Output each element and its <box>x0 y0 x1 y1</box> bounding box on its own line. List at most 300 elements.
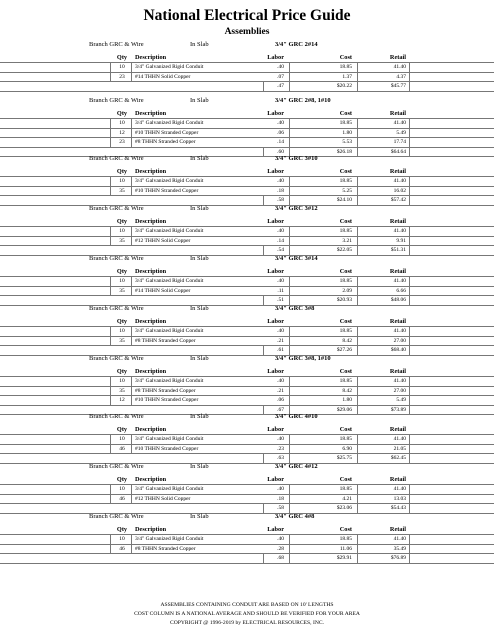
total-labor: .58 <box>277 505 284 511</box>
item-table <box>0 434 494 454</box>
item-table <box>0 118 494 148</box>
item-cost: 18.85 <box>339 228 352 234</box>
table-row <box>0 445 494 455</box>
column-retail: Retail <box>389 54 406 61</box>
column-qty: Qty <box>116 110 128 117</box>
item-labor: .28 <box>277 545 284 552</box>
item-labor: .07 <box>277 73 284 80</box>
page-title: National Electrical Price Guide <box>143 7 351 24</box>
page-subtitle: Assemblies <box>224 27 270 37</box>
item-qty: 10 <box>119 278 125 284</box>
total-cost: $20.93 <box>336 297 352 303</box>
column-labor: Labor <box>267 526 284 533</box>
grid-line <box>357 119 358 148</box>
grid-line <box>110 63 111 82</box>
column-cost: Cost <box>339 168 352 175</box>
total-retail: $54.43 <box>390 505 406 511</box>
table-row <box>0 337 494 347</box>
total-labor: .47 <box>277 83 284 89</box>
assembly-section <box>0 154 494 206</box>
column-header-row <box>0 365 494 376</box>
section-category: Branch GRC & Wire <box>89 255 144 262</box>
assembly-section <box>0 304 494 356</box>
total-cost: $29.06 <box>336 406 352 413</box>
column-labor: Labor <box>267 368 284 375</box>
grid-line <box>409 63 410 82</box>
item-table <box>0 534 494 554</box>
total-cost: $26.18 <box>336 148 352 155</box>
grid-line <box>289 535 290 554</box>
table-row <box>0 327 494 337</box>
grid-line <box>409 535 410 554</box>
column-cost: Cost <box>339 476 352 483</box>
total-retail: $51.31 <box>390 247 406 253</box>
table-row <box>0 396 494 406</box>
column-retail: Retail <box>389 476 406 483</box>
item-qty: 23 <box>119 73 125 80</box>
item-qty: 23 <box>119 139 125 145</box>
section-header <box>0 40 494 51</box>
total-retail: $48.06 <box>390 297 406 303</box>
grid-line <box>289 435 290 454</box>
grid-line <box>131 63 132 82</box>
total-cost: $29.91 <box>336 555 352 561</box>
table-row <box>0 435 494 445</box>
column-cost: Cost <box>339 54 352 61</box>
section-location: In Slab <box>190 413 209 420</box>
column-labor: Labor <box>267 54 284 61</box>
item-qty: 12 <box>119 129 125 136</box>
grid-line <box>289 327 290 346</box>
grid-line <box>409 554 410 564</box>
grid-line <box>110 277 111 296</box>
section-size: 3/4" GRC 3#8 <box>275 305 315 312</box>
item-labor: .40 <box>277 536 284 542</box>
section-category: Branch GRC & Wire <box>89 155 144 162</box>
item-cost: 18.85 <box>339 64 352 70</box>
column-cost: Cost <box>339 526 352 533</box>
total-labor: .63 <box>277 455 284 461</box>
column-labor: Labor <box>267 110 284 117</box>
grid-line <box>110 377 111 406</box>
grid-line <box>110 227 111 246</box>
item-table <box>0 484 494 504</box>
item-retail: 41.40 <box>393 120 406 126</box>
grid-line <box>289 554 290 564</box>
assembly-section <box>0 354 494 415</box>
assembly-section <box>0 462 494 514</box>
table-row <box>0 287 494 297</box>
total-retail: $64.64 <box>390 148 406 155</box>
item-qty: 10 <box>119 178 125 184</box>
column-description: Description <box>135 268 167 275</box>
item-qty: 35 <box>119 337 125 344</box>
item-retail: 41.40 <box>393 536 406 542</box>
grid-line <box>131 177 132 196</box>
item-labor: .11 <box>277 287 284 294</box>
item-description: #14 THHN Solid Copper <box>135 287 191 294</box>
section-header <box>0 462 494 473</box>
grid-line <box>263 554 264 564</box>
total-labor: .58 <box>277 197 284 203</box>
column-retail: Retail <box>389 526 406 533</box>
grid-line <box>357 554 358 564</box>
item-retail: 5.49 <box>396 397 406 403</box>
column-cost: Cost <box>339 268 352 275</box>
item-table <box>0 226 494 246</box>
section-location: In Slab <box>190 205 209 212</box>
assembly-section <box>0 204 494 256</box>
grid-line <box>357 227 358 246</box>
column-header-row <box>0 215 494 226</box>
item-cost: 6.90 <box>342 445 352 452</box>
item-qty: 10 <box>119 64 125 70</box>
column-description: Description <box>135 54 167 61</box>
grid-line <box>357 82 358 92</box>
item-cost: 1.37 <box>342 73 352 80</box>
item-retail: 41.40 <box>393 278 406 284</box>
grid-line <box>131 277 132 296</box>
table-row <box>0 119 494 129</box>
item-labor: .40 <box>277 178 284 184</box>
table-row <box>0 277 494 287</box>
item-cost: 1.80 <box>342 129 352 136</box>
column-retail: Retail <box>389 268 406 275</box>
item-cost: 8.42 <box>342 337 352 344</box>
section-header <box>0 254 494 265</box>
table-row <box>0 73 494 83</box>
column-retail: Retail <box>389 426 406 433</box>
grid-line <box>131 535 132 554</box>
column-header-row <box>0 51 494 62</box>
section-header <box>0 96 494 107</box>
section-header <box>0 304 494 315</box>
section-category: Branch GRC & Wire <box>89 41 144 48</box>
grid-line <box>289 277 290 296</box>
assembly-section <box>0 412 494 464</box>
grid-line <box>131 327 132 346</box>
grid-line <box>110 485 111 504</box>
total-box <box>0 82 494 92</box>
item-cost: 18.85 <box>339 178 352 184</box>
item-description: 3/4" Galvanized Rigid Conduit <box>135 486 204 492</box>
section-header <box>0 412 494 423</box>
item-cost: 5.53 <box>342 139 352 145</box>
column-qty: Qty <box>116 168 128 175</box>
footer-copyright: COPYRIGHT @ 1996-2019 by ELECTRICAL RESOURCES, INC. <box>169 620 324 626</box>
item-cost: 18.85 <box>339 436 352 442</box>
item-description: #12 THHN Solid Copper <box>135 495 191 502</box>
column-cost: Cost <box>339 218 352 225</box>
item-description: 3/4" Galvanized Rigid Conduit <box>135 178 204 184</box>
column-cost: Cost <box>339 426 352 433</box>
item-labor: .18 <box>277 187 284 194</box>
item-description: #8 THHN Stranded Copper <box>135 139 196 145</box>
item-table <box>0 276 494 296</box>
item-qty: 46 <box>119 495 125 502</box>
table-row <box>0 545 494 555</box>
item-qty: 46 <box>119 445 125 452</box>
total-cost: $25.75 <box>336 455 352 461</box>
item-cost: 4.21 <box>342 495 352 502</box>
item-retail: 6.66 <box>396 287 406 294</box>
table-row <box>0 387 494 397</box>
total-labor: .68 <box>277 555 284 561</box>
total-retail: $62.45 <box>390 455 406 461</box>
grid-line <box>289 119 290 148</box>
column-header-row <box>0 423 494 434</box>
section-size: 3/4" GRC 2#8, 1#10 <box>275 97 331 104</box>
item-labor: .18 <box>277 495 284 502</box>
total-retail: $45.77 <box>390 83 406 89</box>
item-description: #8 THHN Stranded Copper <box>135 387 196 394</box>
grid-line <box>409 119 410 148</box>
column-description: Description <box>135 426 167 433</box>
assembly-section <box>0 512 494 564</box>
item-cost: 1.80 <box>342 397 352 403</box>
item-cost: 18.85 <box>339 120 352 126</box>
grid-line <box>409 177 410 196</box>
column-labor: Labor <box>267 218 284 225</box>
item-description: 3/4" Galvanized Rigid Conduit <box>135 120 204 126</box>
item-retail: 13.03 <box>393 495 406 502</box>
section-size: 3/4" GRC 3#8, 1#10 <box>275 355 331 362</box>
table-row <box>0 495 494 505</box>
assembly-section <box>0 40 494 92</box>
column-description: Description <box>135 526 167 533</box>
section-location: In Slab <box>190 97 209 104</box>
table-row <box>0 63 494 73</box>
section-category: Branch GRC & Wire <box>89 513 144 520</box>
column-qty: Qty <box>116 526 128 533</box>
total-row <box>0 554 494 564</box>
item-table <box>0 62 494 82</box>
total-labor: .60 <box>277 148 284 155</box>
section-category: Branch GRC & Wire <box>89 413 144 420</box>
section-size: 3/4" GRC 4#10 <box>275 413 318 420</box>
item-description: #10 THHN Stranded Copper <box>135 445 199 452</box>
table-row <box>0 187 494 197</box>
column-cost: Cost <box>339 368 352 375</box>
grid-line <box>131 119 132 148</box>
item-labor: .06 <box>277 397 284 403</box>
grid-line <box>409 227 410 246</box>
grid-line <box>131 227 132 246</box>
section-size: 3/4" GRC 3#10 <box>275 155 318 162</box>
total-cost: $27.26 <box>336 347 352 353</box>
grid-line <box>131 485 132 504</box>
item-retail: 41.40 <box>393 436 406 442</box>
grid-line <box>357 485 358 504</box>
section-size: 3/4" GRC 3#14 <box>275 255 318 262</box>
item-cost: 18.85 <box>339 378 352 384</box>
column-header-row <box>0 315 494 326</box>
grid-line <box>263 82 264 92</box>
column-description: Description <box>135 318 167 325</box>
grid-line <box>357 327 358 346</box>
grid-line <box>289 63 290 82</box>
total-cost: $22.05 <box>336 247 352 253</box>
column-retail: Retail <box>389 318 406 325</box>
item-table <box>0 176 494 196</box>
grid-line <box>409 327 410 346</box>
grid-line <box>110 177 111 196</box>
table-row <box>0 177 494 187</box>
item-description: 3/4" Galvanized Rigid Conduit <box>135 328 204 334</box>
column-header-row <box>0 165 494 176</box>
table-row <box>0 227 494 237</box>
item-cost: 18.85 <box>339 278 352 284</box>
item-qty: 10 <box>119 536 125 542</box>
item-qty: 35 <box>119 387 125 394</box>
item-labor: .40 <box>277 486 284 492</box>
grid-line <box>289 377 290 406</box>
item-qty: 10 <box>119 378 125 384</box>
item-retail: 17.74 <box>393 139 406 145</box>
total-retail: $68.40 <box>390 347 406 353</box>
column-labor: Labor <box>267 318 284 325</box>
item-description: #10 THHN Stranded Copper <box>135 129 199 136</box>
section-location: In Slab <box>190 155 209 162</box>
section-location: In Slab <box>190 255 209 262</box>
section-category: Branch GRC & Wire <box>89 97 144 104</box>
grid-line <box>289 177 290 196</box>
item-qty: 10 <box>119 228 125 234</box>
column-qty: Qty <box>116 426 128 433</box>
item-labor: .40 <box>277 378 284 384</box>
item-description: 3/4" Galvanized Rigid Conduit <box>135 64 204 70</box>
item-description: #10 THHN Stranded Copper <box>135 397 199 403</box>
column-labor: Labor <box>267 268 284 275</box>
section-category: Branch GRC & Wire <box>89 355 144 362</box>
column-description: Description <box>135 218 167 225</box>
item-cost: 18.85 <box>339 536 352 542</box>
item-description: 3/4" Galvanized Rigid Conduit <box>135 228 204 234</box>
footer-note-1: ASSEMBLIES CONTAINING CONDUIT ARE BASED ON 10' LENGTHS <box>160 602 334 608</box>
section-size: 3/4" GRC 4#12 <box>275 463 318 470</box>
item-description: 3/4" Galvanized Rigid Conduit <box>135 436 204 442</box>
grid-line <box>409 82 410 92</box>
section-location: In Slab <box>190 513 209 520</box>
item-labor: .14 <box>277 139 284 145</box>
item-description: 3/4" Galvanized Rigid Conduit <box>135 378 204 384</box>
item-cost: 3.21 <box>342 237 352 244</box>
item-cost: 8.42 <box>342 387 352 394</box>
total-cost: $24.10 <box>336 197 352 203</box>
column-retail: Retail <box>389 218 406 225</box>
item-qty: 10 <box>119 486 125 492</box>
total-labor: .54 <box>277 247 284 253</box>
grid-line <box>357 177 358 196</box>
item-description: #8 THHN Stranded Copper <box>135 337 196 344</box>
item-retail: 41.40 <box>393 228 406 234</box>
item-qty: 35 <box>119 187 125 194</box>
table-row <box>0 535 494 545</box>
grid-line <box>357 435 358 454</box>
section-size: 3/4" GRC 2#14 <box>275 41 318 48</box>
item-retail: 41.40 <box>393 178 406 184</box>
item-labor: .14 <box>277 237 284 244</box>
column-header-row <box>0 473 494 484</box>
section-header <box>0 204 494 215</box>
grid-line <box>409 377 410 406</box>
total-labor: .61 <box>277 347 284 353</box>
section-category: Branch GRC & Wire <box>89 463 144 470</box>
column-description: Description <box>135 110 167 117</box>
item-labor: .40 <box>277 64 284 70</box>
grid-line <box>289 227 290 246</box>
grid-line <box>289 82 290 92</box>
table-row <box>0 485 494 495</box>
item-retail: 41.40 <box>393 328 406 334</box>
column-qty: Qty <box>116 318 128 325</box>
assembly-section <box>0 254 494 306</box>
item-retail: 21.05 <box>393 445 406 452</box>
item-qty: 35 <box>119 237 125 244</box>
item-retail: 41.40 <box>393 486 406 492</box>
section-category: Branch GRC & Wire <box>89 205 144 212</box>
item-labor: .40 <box>277 328 284 334</box>
section-size: 3/4" GRC 4#8 <box>275 513 315 520</box>
column-description: Description <box>135 368 167 375</box>
grid-line <box>131 377 132 406</box>
item-qty: 12 <box>119 397 125 403</box>
item-retail: 27.00 <box>393 337 406 344</box>
grid-line <box>357 63 358 82</box>
item-description: 3/4" Galvanized Rigid Conduit <box>135 278 204 284</box>
section-header <box>0 354 494 365</box>
column-labor: Labor <box>267 168 284 175</box>
item-qty: 35 <box>119 287 125 294</box>
item-retail: 4.37 <box>396 73 406 80</box>
column-header-row <box>0 523 494 534</box>
section-header <box>0 154 494 165</box>
footer-note-2: COST COLUMN IS A NATIONAL AVERAGE AND SHOULD BE VERIFIED FOR YOUR AREA <box>134 611 360 617</box>
grid-line <box>409 485 410 504</box>
section-size: 3/4" GRC 3#12 <box>275 205 318 212</box>
grid-line <box>110 435 111 454</box>
total-retail: $73.89 <box>390 406 406 413</box>
table-row <box>0 138 494 148</box>
column-qty: Qty <box>116 54 128 61</box>
item-description: #14 THHN Solid Copper <box>135 73 191 80</box>
grid-line <box>110 119 111 148</box>
item-description: #12 THHN Solid Copper <box>135 237 191 244</box>
section-location: In Slab <box>190 41 209 48</box>
grid-line <box>289 485 290 504</box>
item-labor: .21 <box>277 337 284 344</box>
column-qty: Qty <box>116 218 128 225</box>
item-cost: 18.85 <box>339 486 352 492</box>
grid-line <box>110 327 111 346</box>
item-labor: .21 <box>277 387 284 394</box>
grid-line <box>131 435 132 454</box>
section-location: In Slab <box>190 355 209 362</box>
item-retail: 9.91 <box>396 237 406 244</box>
item-retail: 41.40 <box>393 378 406 384</box>
item-description: #10 THHN Stranded Copper <box>135 187 199 194</box>
item-description: 3/4" Galvanized Rigid Conduit <box>135 536 204 542</box>
section-category: Branch GRC & Wire <box>89 305 144 312</box>
section-location: In Slab <box>190 305 209 312</box>
item-labor: .40 <box>277 120 284 126</box>
column-labor: Labor <box>267 476 284 483</box>
total-cost: $23.06 <box>336 505 352 511</box>
item-table <box>0 326 494 346</box>
column-header-row <box>0 265 494 276</box>
item-qty: 10 <box>119 120 125 126</box>
column-cost: Cost <box>339 318 352 325</box>
